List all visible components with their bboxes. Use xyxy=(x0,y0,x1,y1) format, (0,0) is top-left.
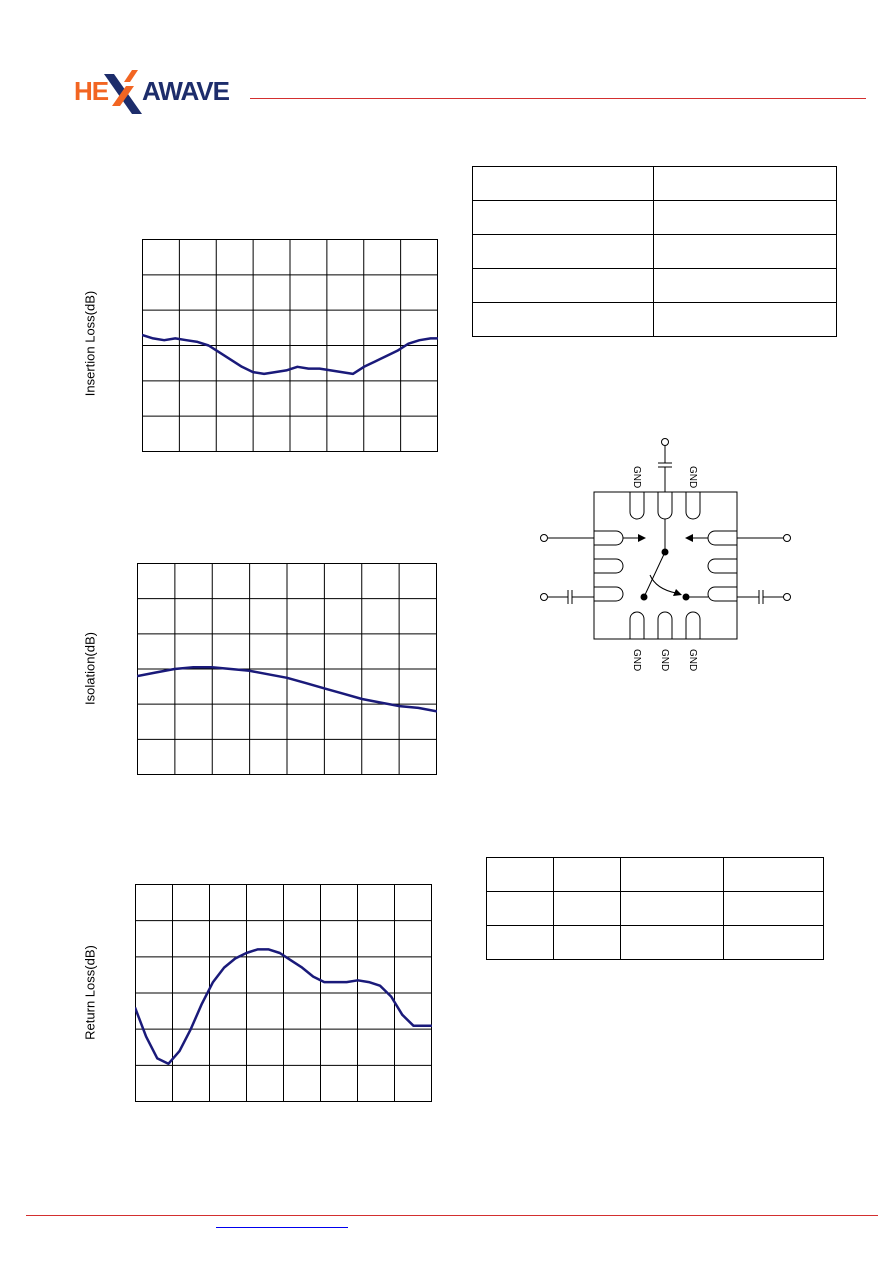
functional-diagram xyxy=(530,430,800,680)
gnd-label: GND xyxy=(659,649,670,672)
chart2-ylabel: Isolation(dB) xyxy=(82,632,98,705)
chart-isolation xyxy=(137,563,437,775)
table-row xyxy=(473,269,837,303)
table-row xyxy=(473,167,837,201)
gnd-label: GND xyxy=(631,649,642,672)
logo xyxy=(74,70,249,114)
header-rule xyxy=(250,98,866,99)
spec-table xyxy=(472,166,837,337)
logo-text-right: AWAVE xyxy=(142,76,229,106)
chart-return-loss xyxy=(135,884,432,1102)
gnd-label: GND xyxy=(687,466,698,489)
package-outline xyxy=(594,492,737,639)
truth-table xyxy=(486,857,824,960)
chart3-ylabel: Return Loss(dB) xyxy=(82,945,98,1040)
footer-link[interactable] xyxy=(216,1227,348,1228)
table-row xyxy=(473,201,837,235)
table-row xyxy=(487,858,824,892)
table-row xyxy=(487,892,824,926)
gnd-label: GND xyxy=(631,466,642,489)
footer-rule xyxy=(26,1215,878,1216)
logo-text-left: HE xyxy=(74,76,109,106)
table-row xyxy=(473,303,837,337)
chart-insertion-loss xyxy=(142,239,438,452)
gnd-label: GND xyxy=(687,649,698,672)
chart1-ylabel: Insertion Loss(dB) xyxy=(82,290,98,397)
table-row xyxy=(487,926,824,960)
table-row xyxy=(473,235,837,269)
